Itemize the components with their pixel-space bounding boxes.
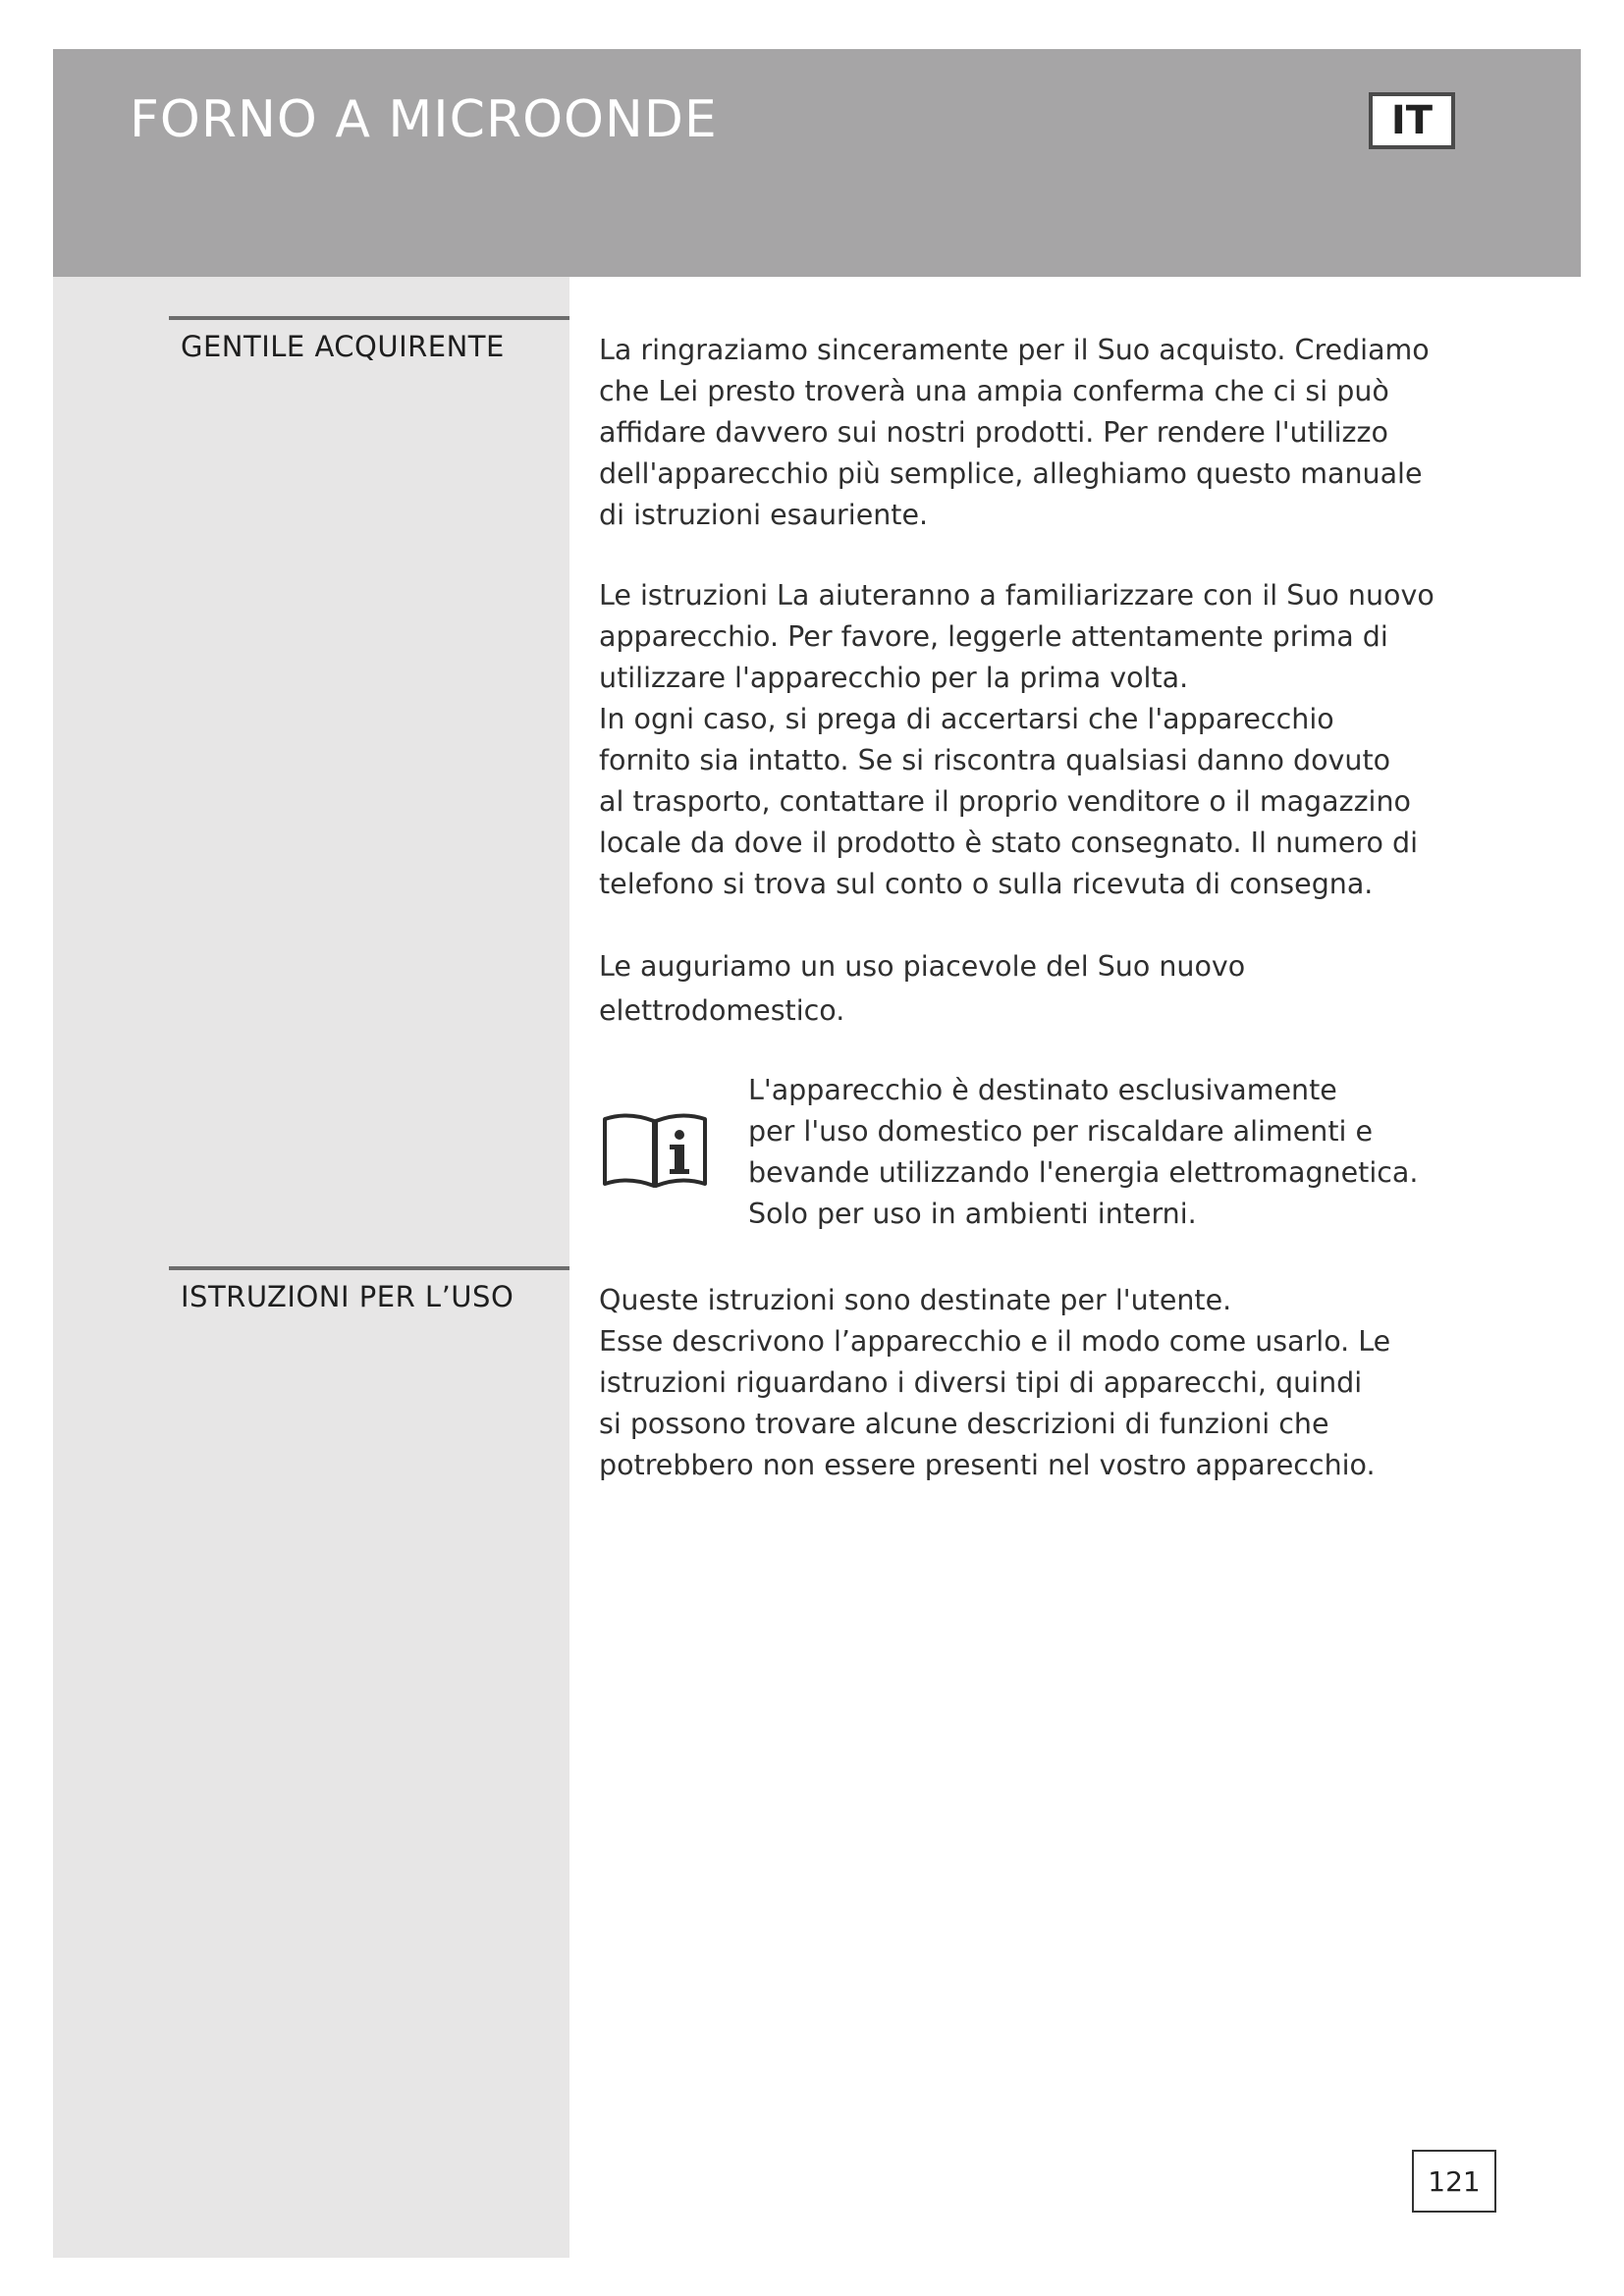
paragraph-thanks xyxy=(599,330,1483,536)
text-line: Le auguriamo un uso piacevole del Suo nuovo xyxy=(599,950,1246,983)
section-divider xyxy=(169,316,569,320)
text-line: Solo per uso in ambienti interni. xyxy=(748,1198,1197,1230)
page-header xyxy=(53,49,1581,277)
section-label-istruzioni-per-uso: ISTRUZIONI PER L’USO xyxy=(181,1280,514,1313)
text-line: La ringraziamo sinceramente per il Suo acquisto. Crediamo xyxy=(599,334,1430,366)
text-line: apparecchio. Per favore, leggerle attentamente prima di xyxy=(599,620,1388,653)
text-line: potrebbero non essere presenti nel vostro apparecchio. xyxy=(599,1449,1376,1481)
section-label-gentile-acquirente: GENTILE ACQUIRENTE xyxy=(181,330,505,363)
manual-info-icon xyxy=(601,1109,709,1192)
text-line: Le istruzioni La aiuteranno a familiarizzare con il Suo nuovo xyxy=(599,579,1435,612)
text-line: Esse descrivono l’apparecchio e il modo come usarlo. Le xyxy=(599,1325,1391,1358)
text-line: bevande utilizzando l'energia elettromagnetica. xyxy=(748,1156,1419,1189)
text-line: dell'apparecchio più semplice, alleghiamo questo manuale xyxy=(599,457,1423,490)
text-line: telefono si trova sul conto o sulla ricevuta di consegna. xyxy=(599,868,1374,900)
text-line: si possono trovare alcune descrizioni di funzioni che xyxy=(599,1408,1329,1440)
paragraph-instructions-intro xyxy=(599,575,1483,905)
text-line: In ogni caso, si prega di accertarsi che l'apparecchio xyxy=(599,703,1334,735)
page-number: 121 xyxy=(1412,2150,1496,2213)
text-line: utilizzare l'apparecchio per la prima volta. xyxy=(599,662,1189,694)
text-line: Queste istruzioni sono destinate per l'utente. xyxy=(599,1284,1232,1316)
section-divider xyxy=(169,1266,569,1270)
paragraph-user-instructions xyxy=(599,1280,1483,1486)
text-line: che Lei presto troverà una ampia conferma che ci si può xyxy=(599,375,1389,407)
text-line: elettrodomestico. xyxy=(599,994,845,1027)
text-line: fornito sia intatto. Se si riscontra qualsiasi danno dovuto xyxy=(599,744,1391,776)
text-line: istruzioni riguardano i diversi tipi di apparecchi, quindi xyxy=(599,1366,1363,1399)
text-line: locale da dove il prodotto è stato consegnato. Il numero di xyxy=(599,827,1419,859)
text-line: per l'uso domestico per riscaldare alimenti e xyxy=(748,1115,1374,1148)
paragraph-wishes xyxy=(599,944,1483,1033)
language-badge: IT xyxy=(1369,92,1455,149)
text-line: al trasporto, contattare il proprio venditore o il magazzino xyxy=(599,785,1411,818)
usage-note xyxy=(748,1070,1475,1235)
text-line: di istruzioni esauriente. xyxy=(599,499,929,531)
text-line: affidare davvero sui nostri prodotti. Per rendere l'utilizzo xyxy=(599,416,1388,449)
text-line: L'apparecchio è destinato esclusivamente xyxy=(748,1074,1337,1106)
page-title: FORNO A MICROONDE xyxy=(130,90,718,149)
